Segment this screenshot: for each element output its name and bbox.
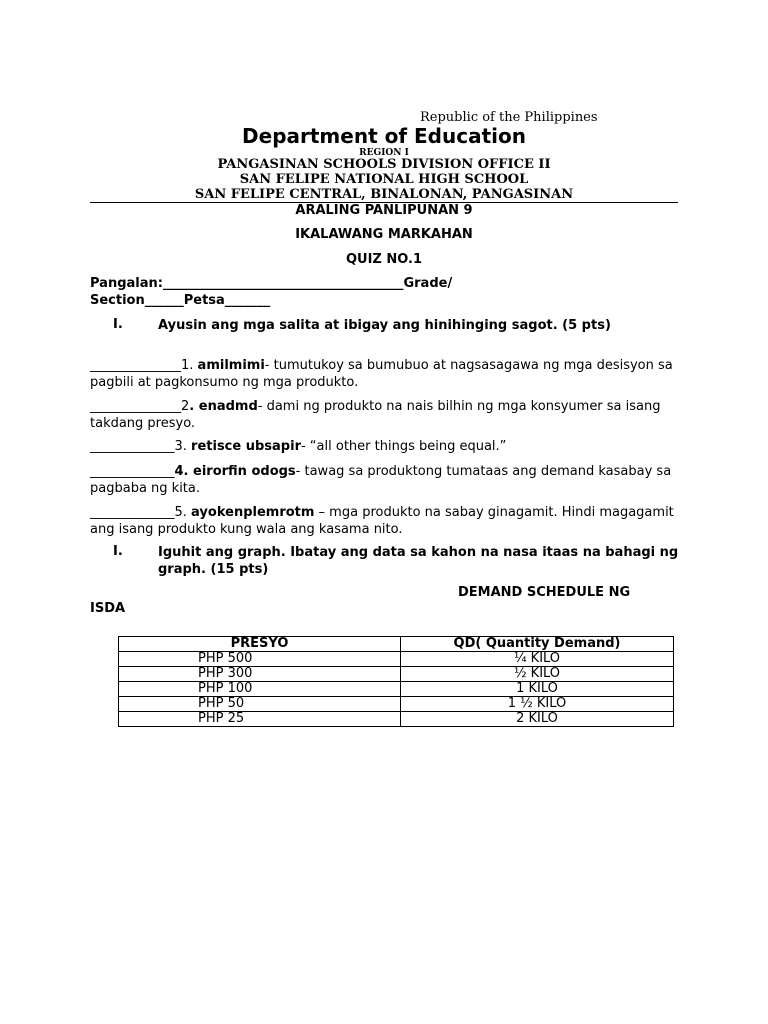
address-heading: SAN FELIPE CENTRAL, BINALONAN, PANGASINAN <box>194 187 574 202</box>
list-item <box>90 504 680 538</box>
quantity-cell: ¼ KILO <box>401 652 674 667</box>
scrambled-word: 4. eirorfin odogs <box>174 464 296 479</box>
quarter-title: IKALAWANG MARKAHAN <box>295 227 473 242</box>
table-row <box>119 697 674 712</box>
item-description: – mga produkto na sabay ginagamit. Hindi magagamit ang isang produkto kung wala ang kasama nito. <box>90 505 674 537</box>
table-row <box>119 667 674 682</box>
answer-blank: _____________ <box>90 464 175 479</box>
list-item <box>90 398 680 432</box>
table-header-row <box>119 637 674 652</box>
school-heading: SAN FELIPE NATIONAL HIGH SCHOOL <box>239 172 529 187</box>
demand-schedule-table <box>118 636 674 727</box>
price-cell: PHP 25 <box>119 712 401 727</box>
item-description: - dami ng produkto na nais bilhin ng mga konsyumer sa isang takdang presyo. <box>90 399 661 431</box>
price-cell: PHP 50 <box>119 697 401 712</box>
column-header-qd: QD( Quantity Demand) <box>401 637 674 652</box>
list-item <box>90 357 680 391</box>
region-heading: REGION I <box>359 148 409 158</box>
republic-heading: Republic of the Philippines <box>420 110 598 125</box>
list-item <box>90 438 680 455</box>
quantity-cell: 1 KILO <box>401 682 674 697</box>
scrambled-word: retisce ubsapir <box>191 439 301 454</box>
item-description: - “all other things being equal.” <box>300 439 507 454</box>
scrambled-word: ayokenplemrotm <box>191 505 315 520</box>
answer-blank: _____________5. <box>90 505 192 520</box>
answer-blank: ______________2 <box>90 399 190 414</box>
column-header-presyo: PRESYO <box>119 637 401 652</box>
division-office-heading: PANGASINAN SCHOOLS DIVISION OFFICE II <box>217 157 551 172</box>
quantity-cell: 1 ½ KILO <box>401 697 674 712</box>
schedule-title-line1: DEMAND SCHEDULE NG <box>458 585 631 600</box>
name-grade-line: Pangalan:_____________________________________Grade/ <box>90 276 453 291</box>
part1-instruction: Ayusin ang mga salita at ibigay ang hinihinging sagot. (5 pts) <box>158 318 611 333</box>
table-row <box>119 712 674 727</box>
table-row <box>119 682 674 697</box>
quantity-cell: 2 KILO <box>401 712 674 727</box>
student-info <box>90 275 680 309</box>
quantity-cell: ½ KILO <box>401 667 674 682</box>
part2-instruction: Iguhit ang graph. Ibatay ang data sa kahon na nasa itaas na bahagi ng graph. (15 pts) <box>158 545 679 577</box>
part2-numeral: I. <box>113 544 123 559</box>
list-item <box>90 463 680 497</box>
table-row <box>119 652 674 667</box>
item-description: - tawag sa produktong tumataas ang demand kasabay sa pagbaba ng kita. <box>90 464 672 496</box>
department-heading: Department of Education <box>242 124 526 148</box>
answer-blank: ______________1. <box>90 358 198 373</box>
price-cell: PHP 500 <box>119 652 401 667</box>
scrambled-word: . enadmd <box>189 399 258 414</box>
price-cell: PHP 100 <box>119 682 401 697</box>
answer-blank: _____________3. <box>90 439 192 454</box>
quiz-title: QUIZ NO.1 <box>345 252 423 267</box>
item-description: - tumutukoy sa bumubuo at nagsasagawa ng mga desisyon sa pagbili at pagkonsumo ng mga produkto. <box>90 358 673 390</box>
price-cell: PHP 300 <box>119 667 401 682</box>
scrambled-word: amilmimi <box>197 358 265 373</box>
subject-title: ARALING PANLIPUNAN 9 <box>295 203 473 218</box>
part1-numeral: I. <box>113 317 123 332</box>
schedule-title-line2: ISDA <box>90 601 126 616</box>
section-date-line: Section______Petsa_______ <box>90 293 271 308</box>
